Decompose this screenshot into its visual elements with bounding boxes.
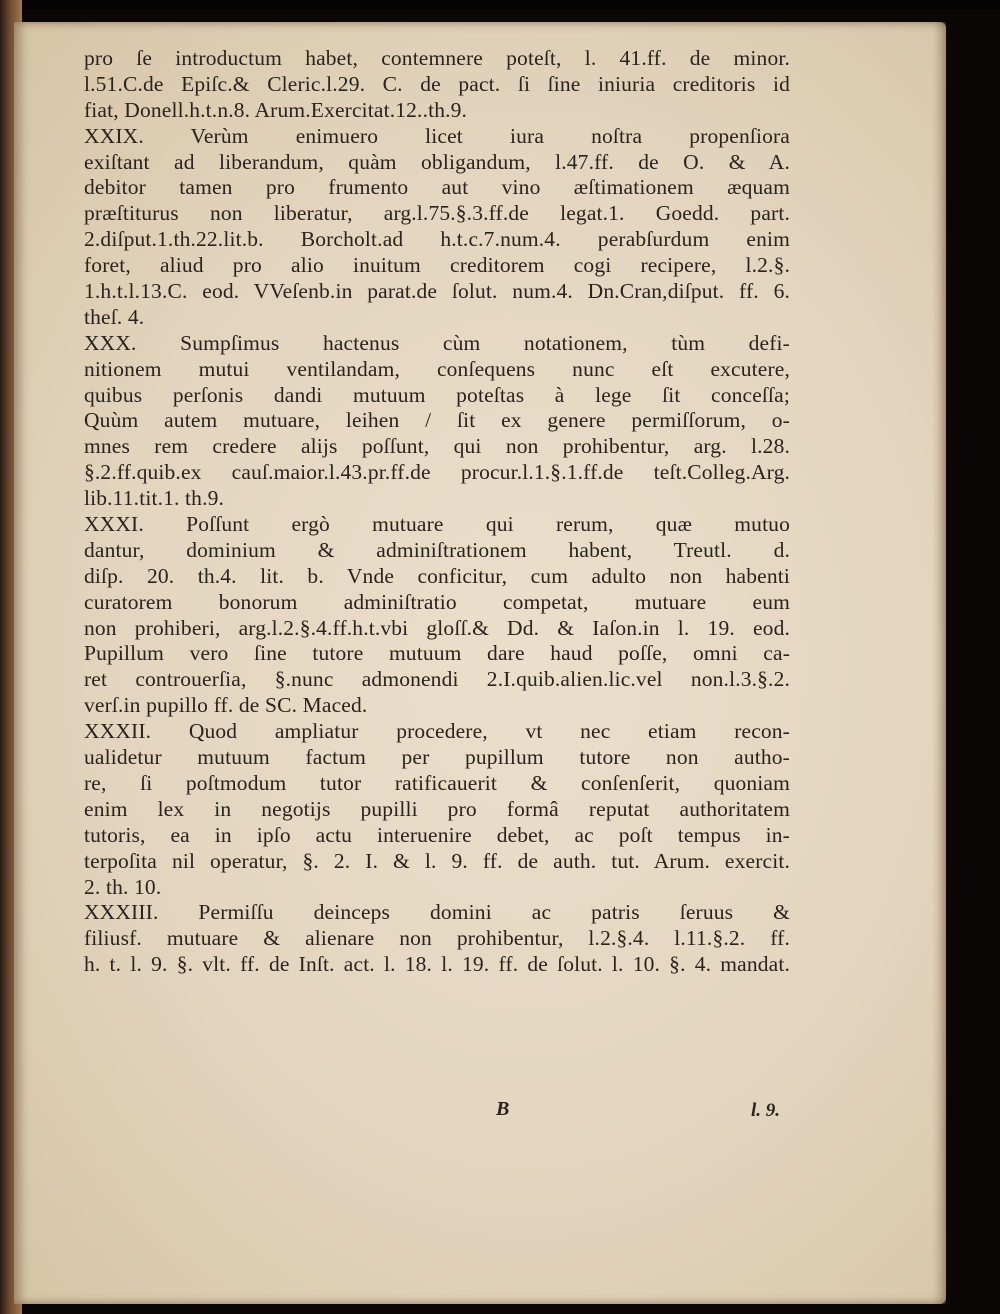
text-line: §.2.ff.quib.ex cauſ.maior.l.43.pr.ff.de procur.l.1.§.1.ff.de teſt.Colleg.Arg. xyxy=(84,460,790,485)
text-line: curatorem bonorum adminiſtratio competat, mutuare eum xyxy=(84,589,790,614)
text-line: Quùm autem mutuare, leihen / ſit ex genere permiſſorum, o- xyxy=(84,408,790,433)
text-line: mnes rem credere alijs poſſunt, qui non prohibentur, arg. l.28. xyxy=(84,434,790,459)
text-line: foret, aliud pro alio inuitum creditorem cogi recipere, l.2.§. xyxy=(84,253,790,278)
text-line: re, ſi poſtmodum tutor ratificauerit & conſenſerit, quoniam xyxy=(84,770,790,795)
text-line: non prohiberi, arg.l.2.§.4.ff.h.t.vbi gloſſ.& Dd. & Iaſon.in l. 19. eod. xyxy=(84,615,790,640)
text-line: diſp. 20. th.4. lit. b. Vnde conficitur, cum adulto non habenti xyxy=(84,563,790,588)
catchword: l. 9. xyxy=(750,1100,780,1121)
thesis-xxx-line: XXX. Sumpſimus hactenus cùm notationem, tùm defi- xyxy=(84,330,790,355)
text-line: terpoſita nil operatur, §. 2. I. & l. 9. ff. de auth. tut. Arum. exercit. xyxy=(84,848,790,873)
page-edge-shadow xyxy=(932,22,946,1304)
text-line: ualidetur mutuum factum per pupillum tutore non autho- xyxy=(84,745,790,770)
thesis-xxix-line: XXIX. Verùm enimuero licet iura noſtra propenſiora xyxy=(84,123,790,148)
text-line: l.51.C.de Epiſc.& Cleric.l.29. C. de pact. ſi ſine iniuria creditoris id xyxy=(84,71,790,96)
text-line: 2. th. 10. xyxy=(84,874,162,899)
text-line: quibus perſonis dandi mutuum poteſtas à lege ſit conceſſa; xyxy=(84,382,790,407)
signature-mark: B xyxy=(496,1098,510,1120)
scan-border-top xyxy=(0,0,1000,10)
text-line: lib.11.tit.1. th.9. xyxy=(84,486,225,511)
text-line: ret controuerſia, §.nunc admonendi 2.I.quib.alien.lic.vel non.l.3.§.2. xyxy=(84,667,790,692)
text-line: 2.diſput.1.th.22.lit.b. Borcholt.ad h.t.c.7.num.4. perabſurdum enim xyxy=(84,227,790,252)
text-line: verſ.in pupillo ff. de SC. Maced. xyxy=(84,693,368,718)
page-text xyxy=(84,46,790,978)
text-line: exiſtant ad liberandum, quàm obligandum, l.47.ff. de O. & A. xyxy=(84,149,790,174)
text-line: fiat, Donell.h.t.n.8. Arum.Exercitat.12..th.9. xyxy=(84,97,468,122)
text-line: filiusf. mutuare & alienare non prohibentur, l.2.§.4. l.11.§.2. ff. xyxy=(84,926,790,951)
text-line: nitionem mutui ventilandam, conſequens nunc eſt excutere, xyxy=(84,356,790,381)
thesis-xxxiii-line: XXXIII. Permiſſu deinceps domini ac patris ſeruus & xyxy=(84,900,790,925)
text-line: debitor tamen pro frumento aut vino æſtimationem æquam xyxy=(84,175,790,200)
thesis-xxxii-line: XXXII. Quod ampliatur procedere, vt nec etiam recon- xyxy=(84,719,790,744)
text-line: dantur, dominium & adminiſtrationem habent, Treutl. d. xyxy=(84,537,790,562)
text-line: enim lex in negotijs pupilli pro formâ reputat authoritatem xyxy=(84,796,790,821)
text-line: Pupillum vero ſine tutore mutuum dare haud poſſe, omni ca- xyxy=(84,641,790,666)
text-line: h. t. l. 9. §. vlt. ff. de Inſt. act. l. 18. l. 19. ff. de ſolut. l. 10. §. 4. mandat. xyxy=(84,952,790,977)
text-line: 1.h.t.l.13.C. eod. VVeſenb.in parat.de ſolut. num.4. Dn.Cran,diſput. ff. 6. xyxy=(84,279,790,304)
text-line: pro ſe introductum habet, contemnere poteſt, l. 41.ff. de minor. xyxy=(84,46,790,70)
text-line: theſ. 4. xyxy=(84,304,145,329)
thesis-xxxi-line: XXXI. Poſſunt ergò mutuare qui rerum, quæ mutuo xyxy=(84,512,790,537)
text-line: tutoris, ea in ipſo actu interuenire debet, ac poſt tempus in- xyxy=(84,822,790,847)
page-footer xyxy=(84,1098,790,1124)
text-line: præſtiturus non liberatur, arg.l.75.§.3.ff.de legat.1. Goedd. part. xyxy=(84,201,790,226)
